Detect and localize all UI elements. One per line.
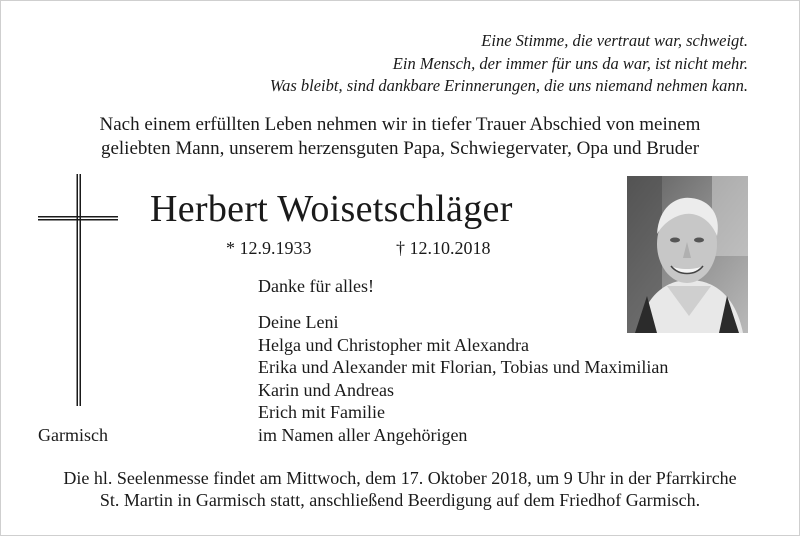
- list-item: Erika und Alexander mit Florian, Tobias und Maximilian: [258, 357, 669, 377]
- list-item: Erich mit Familie: [258, 402, 385, 422]
- intro-line: Nach einem erfüllten Leben nehmen wir in tiefer Trauer Abschied von meinem: [99, 114, 701, 135]
- death-date: † 12.10.2018: [396, 238, 491, 258]
- service-info: [0, 467, 800, 511]
- poem-line: Eine Stimme, die vertraut war, schweigt.: [481, 31, 748, 50]
- thanks-text: Danke für alles!: [258, 276, 374, 296]
- family-list: [258, 311, 668, 446]
- intro-line: geliebten Mann, unserem herzensguten Papa, Schwiegervater, Opa und Bruder: [100, 138, 700, 159]
- deceased-name: Herbert Woisetschläger: [150, 188, 513, 230]
- cross-icon: [38, 174, 118, 406]
- list-item: Karin und Andreas: [258, 379, 394, 400]
- list-item: Helga und Christopher mit Alexandra: [258, 334, 529, 355]
- poem-line: Was bleibt, sind dankbare Erinnerungen, die uns niemand nehmen kann.: [269, 76, 748, 95]
- portrait-photo: [627, 176, 748, 333]
- intro-text: [0, 113, 800, 161]
- poem-line: Ein Mensch, der immer für uns da war, ist nicht mehr.: [392, 53, 748, 73]
- service-line: Die hl. Seelenmesse findet am Mittwoch, dem 17. Oktober 2018, um 9 Uhr in der Pfarrkirche: [63, 468, 737, 488]
- portrait-illustration: [627, 176, 748, 333]
- place-name: Garmisch: [38, 425, 108, 445]
- poem: [270, 30, 748, 98]
- list-item: Deine Leni: [258, 312, 339, 332]
- list-item: im Namen aller Angehörigen: [258, 424, 468, 445]
- birth-date: * 12.9.1933: [226, 238, 312, 258]
- service-line: St. Martin in Garmisch statt, anschließend Beerdigung auf dem Friedhof Garmisch.: [99, 490, 701, 510]
